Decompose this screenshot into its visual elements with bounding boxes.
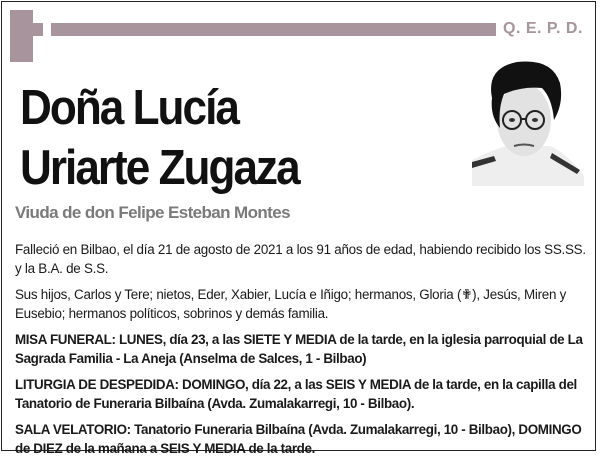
name-line-2: Uriarte Zugaza (20, 141, 299, 195)
cross-icon-arm (10, 23, 43, 36)
funeral-mass: MISA FUNERAL: LUNES, día 23, a las SIETE Y MEDIA de la tarde, en la iglesia parroquial de La Sagrada Familia - La Aneja (Anselma de Salces, 1 - Bilbao) (15, 332, 583, 366)
name-line-1: Doña Lucía (20, 81, 238, 135)
notice-body (15, 240, 587, 465)
header-bar (51, 23, 496, 36)
farewell-liturgy: LITURGIA DE DESPEDIDA: DOMINGO, día 22, a las SEIS Y MEDIA de la tarde, en la capilla del Tanatorio de Funeraria Bilbaína (Avda. Zumalakarregi, 10 - Bilbao). (15, 377, 577, 411)
family-list: Sus hijos, Carlos y Tere; nietos, Eder, Xabier, Lucía e Iñigo; hermanos, Gloria (✟), Jesús, Miren y Eusebio; hermanos políticos, sobrinos y demás familia. (15, 287, 567, 321)
wake-room: SALA VELATORIO: Tanatorio Funeraria Bilbaína (Avda. Zumalakarregi, 10 - Bilbao), DOMINGO de DIEZ de la mañana a SEIS Y MEDIA de la tarde. (15, 422, 582, 456)
qepd-label: Q. E. P. D. (503, 20, 583, 37)
subtitle: Viuda de don Felipe Esteban Montes (15, 203, 290, 222)
portrait-photo (472, 58, 584, 188)
cross-icon (10, 10, 33, 62)
death-announcement: Falleció en Bilbao, el día 21 de agosto de 2021 a los 91 años de edad, habiendo recibido los SS.SS. y la B.A. de S.S. (15, 242, 586, 276)
deceased-name (20, 78, 299, 198)
